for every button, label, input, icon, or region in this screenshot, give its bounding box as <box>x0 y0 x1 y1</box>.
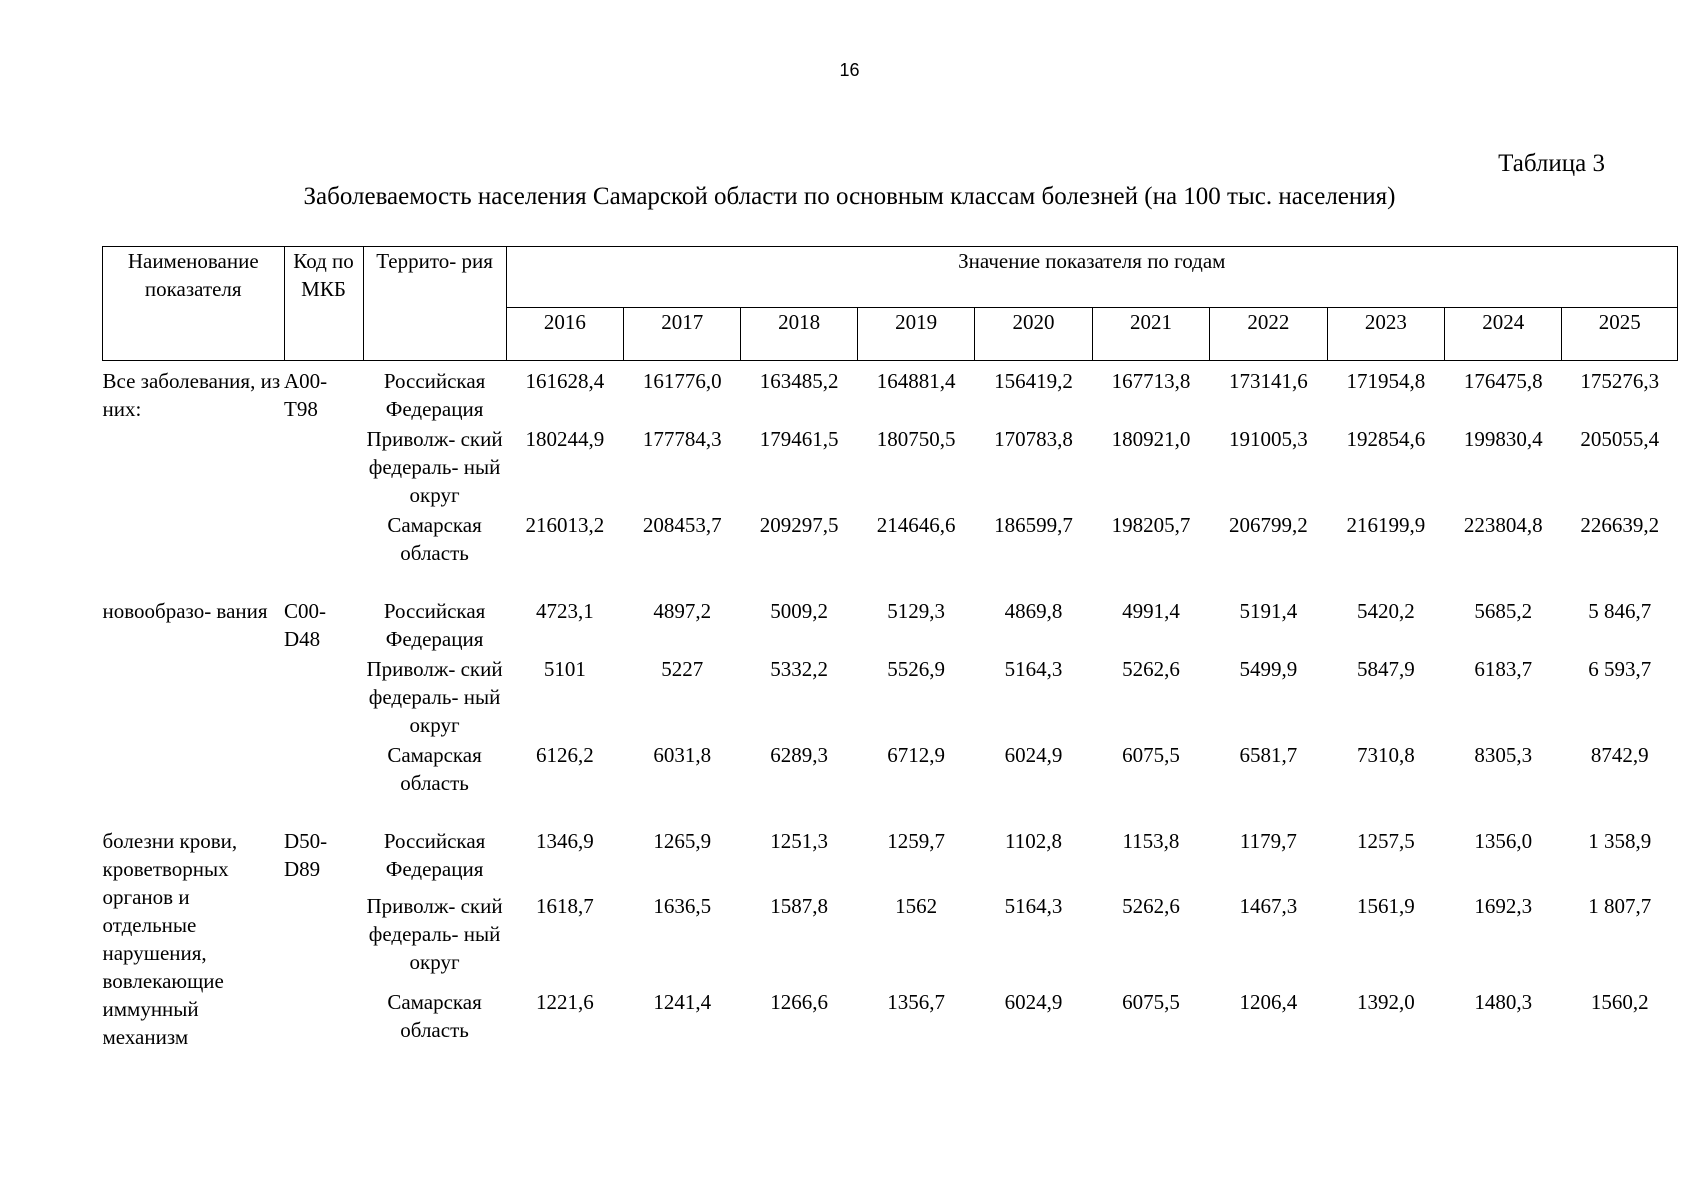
year-value: 5499,9 <box>1239 657 1298 681</box>
year-value: 1257,5 <box>1356 829 1415 853</box>
territory-name: Приволж- ский федераль- ный округ <box>366 427 503 507</box>
year-value: 209297,5 <box>759 513 839 537</box>
year-value: 1179,7 <box>1239 829 1297 853</box>
year-value: 223804,8 <box>1463 513 1543 537</box>
year-value: 1266,6 <box>770 990 829 1015</box>
year-value: 199830,4 <box>1463 427 1543 451</box>
year-value: 171954,8 <box>1346 369 1426 393</box>
table-row <box>103 591 1678 653</box>
year-value: 1480,3 <box>1474 990 1533 1015</box>
header-year: 2022 <box>1210 308 1327 361</box>
year-value: 5164,3 <box>1004 894 1063 919</box>
year-value: 180244,9 <box>525 427 605 451</box>
year-value: 167713,8 <box>1111 369 1191 393</box>
year-value: 1467,3 <box>1239 894 1298 919</box>
year-value: 1265,9 <box>653 829 712 853</box>
year-value: 173141,6 <box>1229 369 1308 393</box>
year-value: 1561,9 <box>1356 894 1415 919</box>
year-value: 191005,3 <box>1229 427 1308 451</box>
icd-code: C00- D48 <box>284 599 327 651</box>
year-value: 175276,3 <box>1580 369 1660 393</box>
year-value: 177784,3 <box>642 427 722 451</box>
year-value: 6289,3 <box>770 743 829 767</box>
indicator-name: Все заболевания, из них: <box>102 369 281 421</box>
header-year: 2025 <box>1562 308 1678 361</box>
year-value: 4897,2 <box>653 599 712 623</box>
territory-name: Российская Федерация <box>383 599 486 651</box>
year-value: 6024,9 <box>1004 990 1063 1015</box>
year-value: 1259,7 <box>887 829 945 853</box>
year-value: 6581,7 <box>1239 743 1298 767</box>
header-year: 2016 <box>506 308 623 361</box>
year-value: 5262,6 <box>1122 894 1180 919</box>
year-value: 1356,0 <box>1474 829 1533 853</box>
year-value: 6183,7 <box>1474 657 1533 681</box>
year-value: 161776,0 <box>642 369 722 393</box>
year-value: 1153,8 <box>1122 829 1180 853</box>
header-year: 2018 <box>741 308 857 361</box>
year-value: 180750,5 <box>876 427 956 451</box>
year-value: 208453,7 <box>642 513 722 537</box>
year-value: 1 807,7 <box>1588 894 1652 919</box>
year-value: 4723,1 <box>535 599 594 623</box>
year-value: 176475,8 <box>1463 369 1543 393</box>
year-value: 1102,8 <box>1005 829 1062 853</box>
year-value: 5191,4 <box>1239 599 1298 623</box>
year-value: 1241,4 <box>653 990 712 1015</box>
year-value: 6024,9 <box>1004 743 1063 767</box>
year-value: 1346,9 <box>535 829 594 853</box>
year-value: 1587,8 <box>770 894 829 919</box>
territory-name: Российская Федерация <box>383 369 486 421</box>
year-value: 1618,7 <box>535 894 594 919</box>
year-value: 5262,6 <box>1122 657 1180 681</box>
year-value: 163485,2 <box>759 369 839 393</box>
year-value: 179461,5 <box>759 427 839 451</box>
table-row <box>103 361 1678 424</box>
table-header <box>103 247 1678 361</box>
territory-name: Самарская область <box>387 513 482 565</box>
header-year: 2019 <box>857 308 974 361</box>
header-year: 2023 <box>1327 308 1444 361</box>
year-value: 5420,2 <box>1356 599 1415 623</box>
territory-name: Самарская область <box>387 743 482 795</box>
year-value: 1 358,9 <box>1588 829 1652 853</box>
icd-code: A00- T98 <box>284 369 328 421</box>
year-value: 164881,4 <box>876 369 956 393</box>
year-value: 180921,0 <box>1111 427 1191 451</box>
year-value: 206799,2 <box>1229 513 1308 537</box>
year-value: 4991,4 <box>1122 599 1180 623</box>
year-value: 205055,4 <box>1580 427 1660 451</box>
year-value: 1251,3 <box>770 829 829 853</box>
header-territory: Террито- рия <box>363 247 506 361</box>
year-value: 1692,3 <box>1474 894 1533 919</box>
year-value: 1356,7 <box>887 990 945 1015</box>
header-year: 2024 <box>1445 308 1562 361</box>
year-value: 6031,8 <box>653 743 712 767</box>
year-value: 4869,8 <box>1004 599 1063 623</box>
table-label: Таблица 3 <box>1498 150 1605 177</box>
header-values-by-year: Значение показателя по годам <box>506 247 1677 308</box>
year-value: 6075,5 <box>1122 990 1180 1015</box>
year-value: 198205,7 <box>1111 513 1191 537</box>
table-title: Заболеваемость населения Самарской области по основным классам болезней (на 100 тыс. населения) <box>303 183 1396 210</box>
year-value: 216199,9 <box>1346 513 1426 537</box>
year-value: 186599,7 <box>994 513 1073 537</box>
year-value: 8305,3 <box>1474 743 1533 767</box>
year-value: 6 593,7 <box>1588 657 1652 681</box>
year-value: 5526,9 <box>887 657 945 681</box>
year-value: 170783,8 <box>994 427 1073 451</box>
year-value: 6075,5 <box>1122 743 1180 767</box>
indicator-name: болезни крови, кроветворных органов и отдельные нарушения, вовлекающие иммунный механизм <box>102 829 238 1049</box>
year-value: 156419,2 <box>994 369 1073 393</box>
header-icd-code: Код по МКБ <box>284 247 363 361</box>
territory-name: Самарская область <box>387 990 482 1043</box>
year-value: 1206,4 <box>1239 990 1298 1015</box>
year-value: 192854,6 <box>1346 427 1426 451</box>
year-value: 5101 <box>543 657 586 681</box>
year-value: 226639,2 <box>1580 513 1660 537</box>
year-value: 5685,2 <box>1474 599 1533 623</box>
year-value: 5 846,7 <box>1588 599 1652 623</box>
year-value: 1560,2 <box>1590 990 1649 1015</box>
year-value: 214646,6 <box>876 513 956 537</box>
header-indicator-name: Наименование показателя <box>103 247 285 361</box>
year-value: 5332,2 <box>770 657 829 681</box>
year-value: 1392,0 <box>1356 990 1415 1015</box>
year-value: 5009,2 <box>770 599 829 623</box>
territory-name: Приволж- ский федераль- ный округ <box>366 657 503 737</box>
year-value: 8742,9 <box>1590 743 1649 767</box>
morbidity-table <box>102 246 1678 1051</box>
page-number: 16 <box>839 60 860 80</box>
year-value: 5227 <box>661 657 704 681</box>
territory-name: Российская Федерация <box>383 829 486 881</box>
year-value: 1562 <box>895 894 938 919</box>
icd-code: D50- D89 <box>284 829 328 881</box>
table-row <box>103 821 1678 890</box>
year-value: 7310,8 <box>1356 743 1415 767</box>
year-value: 1221,6 <box>535 990 594 1015</box>
year-value: 5129,3 <box>887 599 945 623</box>
year-value: 216013,2 <box>525 513 605 537</box>
year-value: 5164,3 <box>1004 657 1063 681</box>
header-year: 2020 <box>975 308 1092 361</box>
year-value: 1636,5 <box>653 894 712 919</box>
territory-name: Приволж- ский федераль- ный округ <box>366 894 503 975</box>
year-value: 6126,2 <box>535 743 594 767</box>
year-value: 5847,9 <box>1356 657 1415 681</box>
table-body <box>103 361 1678 1052</box>
year-value: 6712,9 <box>887 743 945 767</box>
year-value: 161628,4 <box>525 369 605 393</box>
indicator-name: новообразо- вания <box>102 599 268 623</box>
header-year: 2017 <box>624 308 741 361</box>
header-year: 2021 <box>1092 308 1209 361</box>
